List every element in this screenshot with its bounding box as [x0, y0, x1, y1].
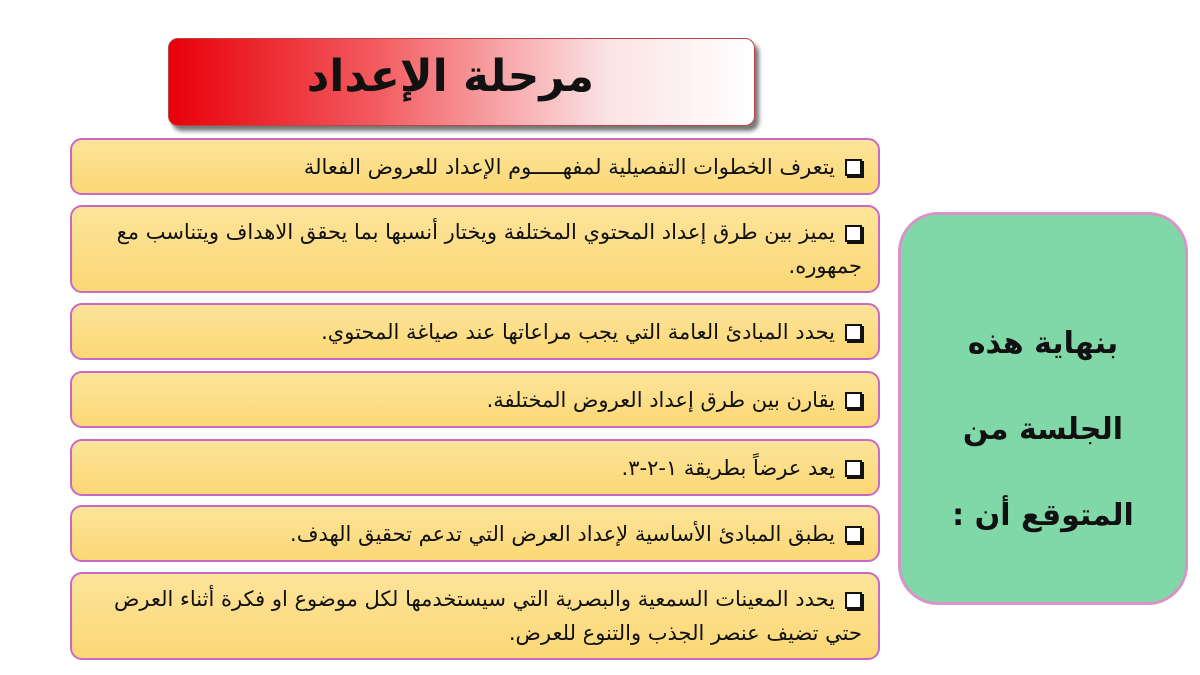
item-text: يتعرف الخطوات التفصيلية لمفهـــــوم الإعداد للعروض الفعالة: [303, 154, 835, 179]
checkbox-icon: [845, 392, 862, 409]
list-item: [70, 505, 880, 562]
intro-line-3: المتوقع أن :: [952, 498, 1134, 533]
item-text: يعد عرضاً بطريقة ١-٢-٣.: [621, 455, 835, 480]
item-text: يطبق المبادئ الأساسية لإعداد العرض التي تدعم تحقيق الهدف.: [290, 521, 835, 546]
list-item: [70, 303, 880, 360]
checkbox-icon: [845, 592, 862, 609]
list-item: [70, 371, 880, 428]
list-item: [70, 439, 880, 496]
checkbox-icon: [845, 526, 862, 543]
list-item: [70, 205, 880, 293]
checkbox-icon: [845, 460, 862, 477]
title-banner: [168, 38, 755, 126]
list-item: [70, 572, 880, 660]
intro-line-2: الجلسة من: [962, 412, 1124, 447]
item-text: يقارن بين طرق إعداد العروض المختلفة.: [486, 387, 835, 412]
page-title: مرحلة الإعداد: [306, 51, 594, 102]
checkbox-icon: [845, 225, 862, 242]
objectives-intro-box: [898, 212, 1188, 605]
item-text: يميز بين طرق إعداد المحتوي المختلفة ويختار أنسبها بما يحقق الاهداف ويتناسب مع جمهوره.: [116, 220, 862, 278]
intro-line-1: بنهاية هذه: [967, 326, 1119, 361]
checkbox-icon: [845, 159, 862, 176]
list-item: [70, 138, 880, 195]
checkbox-icon: [845, 324, 862, 341]
item-text: يحدد المبادئ العامة التي يجب مراعاتها عند صياغة المحتوي.: [321, 319, 835, 344]
item-text: يحدد المعينات السمعية والبصرية التي سيستخدمها لكل موضوع او فكرة أثناء العرض حتي تضيف عنصر الجذب والتنوع للعرض.: [113, 587, 862, 645]
